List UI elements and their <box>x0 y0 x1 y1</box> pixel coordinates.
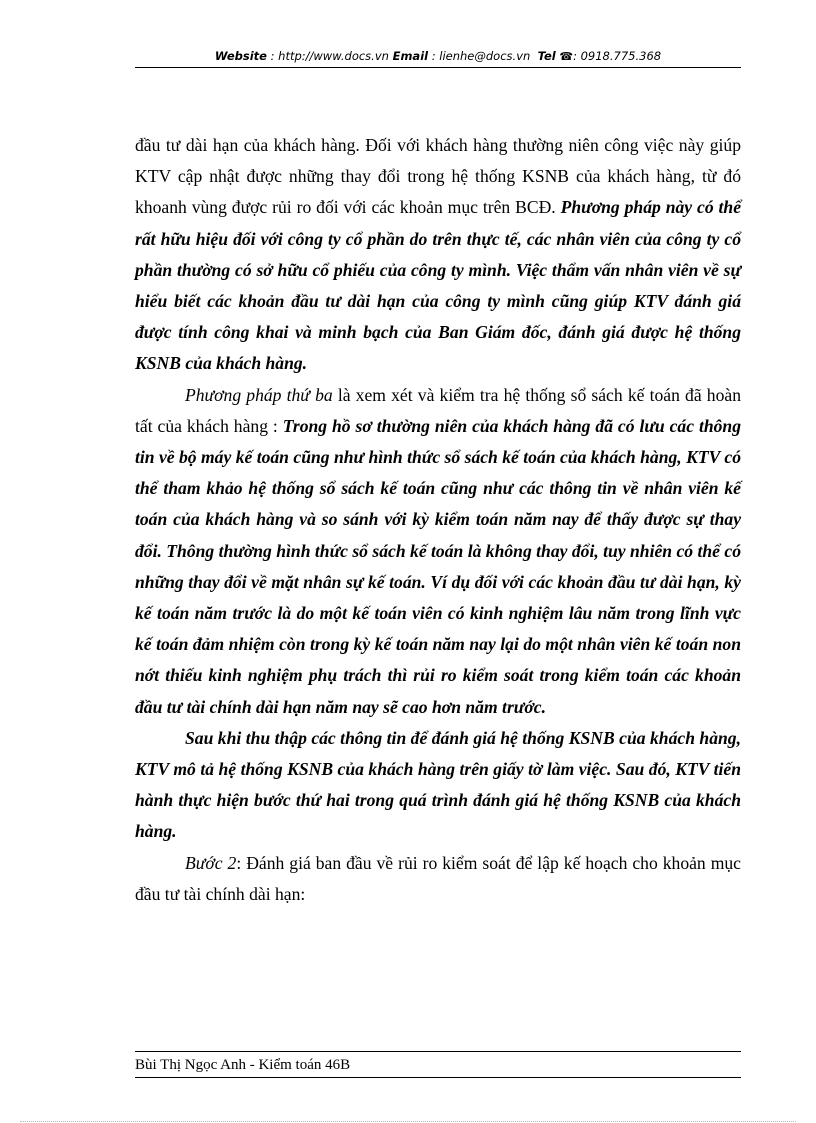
website-separator: : <box>266 49 279 63</box>
document-body <box>135 130 741 910</box>
tel-number: : 0918.775.368 <box>573 49 662 63</box>
paragraph-2 <box>135 380 741 723</box>
page-footer <box>135 1055 741 1078</box>
website-label: Website <box>214 49 267 63</box>
paragraph-2-normal: là xem xét và kiểm tra hệ thống sổ sách kế toán đã hoàn tất của khách hàng : <box>135 384 741 436</box>
phone-icon: ☎ <box>559 50 574 63</box>
paragraph-3 <box>135 723 741 848</box>
email-label: Email <box>392 49 429 63</box>
footer-author: Bùi Thị Ngọc Anh - Kiểm toán 46B <box>135 1057 351 1073</box>
paragraph-2-method-label: Phương pháp thứ ba <box>185 384 333 405</box>
paragraph-1 <box>135 130 741 380</box>
page-header <box>135 47 741 68</box>
paragraph-4-step-label: Bước 2 <box>185 852 237 873</box>
paragraph-2-emphasis: Trong hồ sơ thường niên của khách hàng đã có lưu các thông tin về bộ máy kế toán cũng như hình thức sổ sách kế toán của khách hàng, KTV có thể tham khảo hệ thống sổ sách kế toán cũng như các thông tin về nhân viên kế toán của khách hàng và so sánh với kỳ kiểm toán năm nay để thấy được sự thay đổi. Thông thường hình thức sổ sách kế toán là không thay đổi, tuy nhiên có thể có những thay đổi về mặt nhân sự kế toán. Ví dụ đối với các khoản đầu tư dài hạn, kỳ kế toán năm trước là do một kế toán viên có kinh nghiệm lâu năm trong lĩnh vực kế toán đảm nhiệm còn trong kỳ kế toán năm nay lại do một nhân viên kế toán non nớt thiếu kinh nghiệm phụ trách thì rủi ro kiểm soát trong kiểm toán các khoản đầu tư tài chính dài hạn năm nay sẽ cao hơn năm trước. <box>135 415 741 717</box>
page-bottom-dotted-line <box>20 1121 796 1122</box>
paragraph-1-emphasis: Phương pháp này có thể rất hữu hiệu đối với công ty cổ phần do trên thực tế, các nhân viên của công ty cổ phần thường có sở hữu cổ phiếu của công ty mình. Việc thẩm vấn nhân viên về sự hiểu biết các khoản đầu tư dài hạn của công ty mình cũng giúp KTV đánh giá được tính công khai và minh bạch của Ban Giám đốc, đánh giá được hệ thống KSNB của khách hàng. <box>135 197 741 374</box>
paragraph-1-normal: đầu tư dài hạn của khách hàng. Đối với khách hàng thường niên công việc này giúp KTV cập nhật được những thay đổi trong hệ thống KSNB của khách hàng, từ đó khoanh vùng được rủi ro đối với các khoản mục trên BCĐ. <box>135 135 741 218</box>
tel-label: Tel <box>537 49 556 63</box>
paragraph-3-emphasis: Sau khi thu thập các thông tin để đánh giá hệ thống KSNB của khách hàng, KTV mô tả hệ thống KSNB của khách hàng trên giấy tờ làm việc. Sau đó, KTV tiến hành thực hiện bước thứ hai trong quá trình đánh giá hệ thống KSNB của khách hàng. <box>135 727 741 842</box>
paragraph-4-normal: : Đánh giá ban đầu về rủi ro kiểm soát để lập kế hoạch cho khoản mục đầu tư tài chính dài hạn: <box>135 852 741 904</box>
footer-divider <box>135 1051 741 1052</box>
email-address[interactable]: lienhe@docs.vn <box>439 49 531 63</box>
email-separator: : <box>428 49 440 63</box>
paragraph-4 <box>135 848 741 910</box>
website-url[interactable]: http://www.docs.vn <box>278 49 389 63</box>
